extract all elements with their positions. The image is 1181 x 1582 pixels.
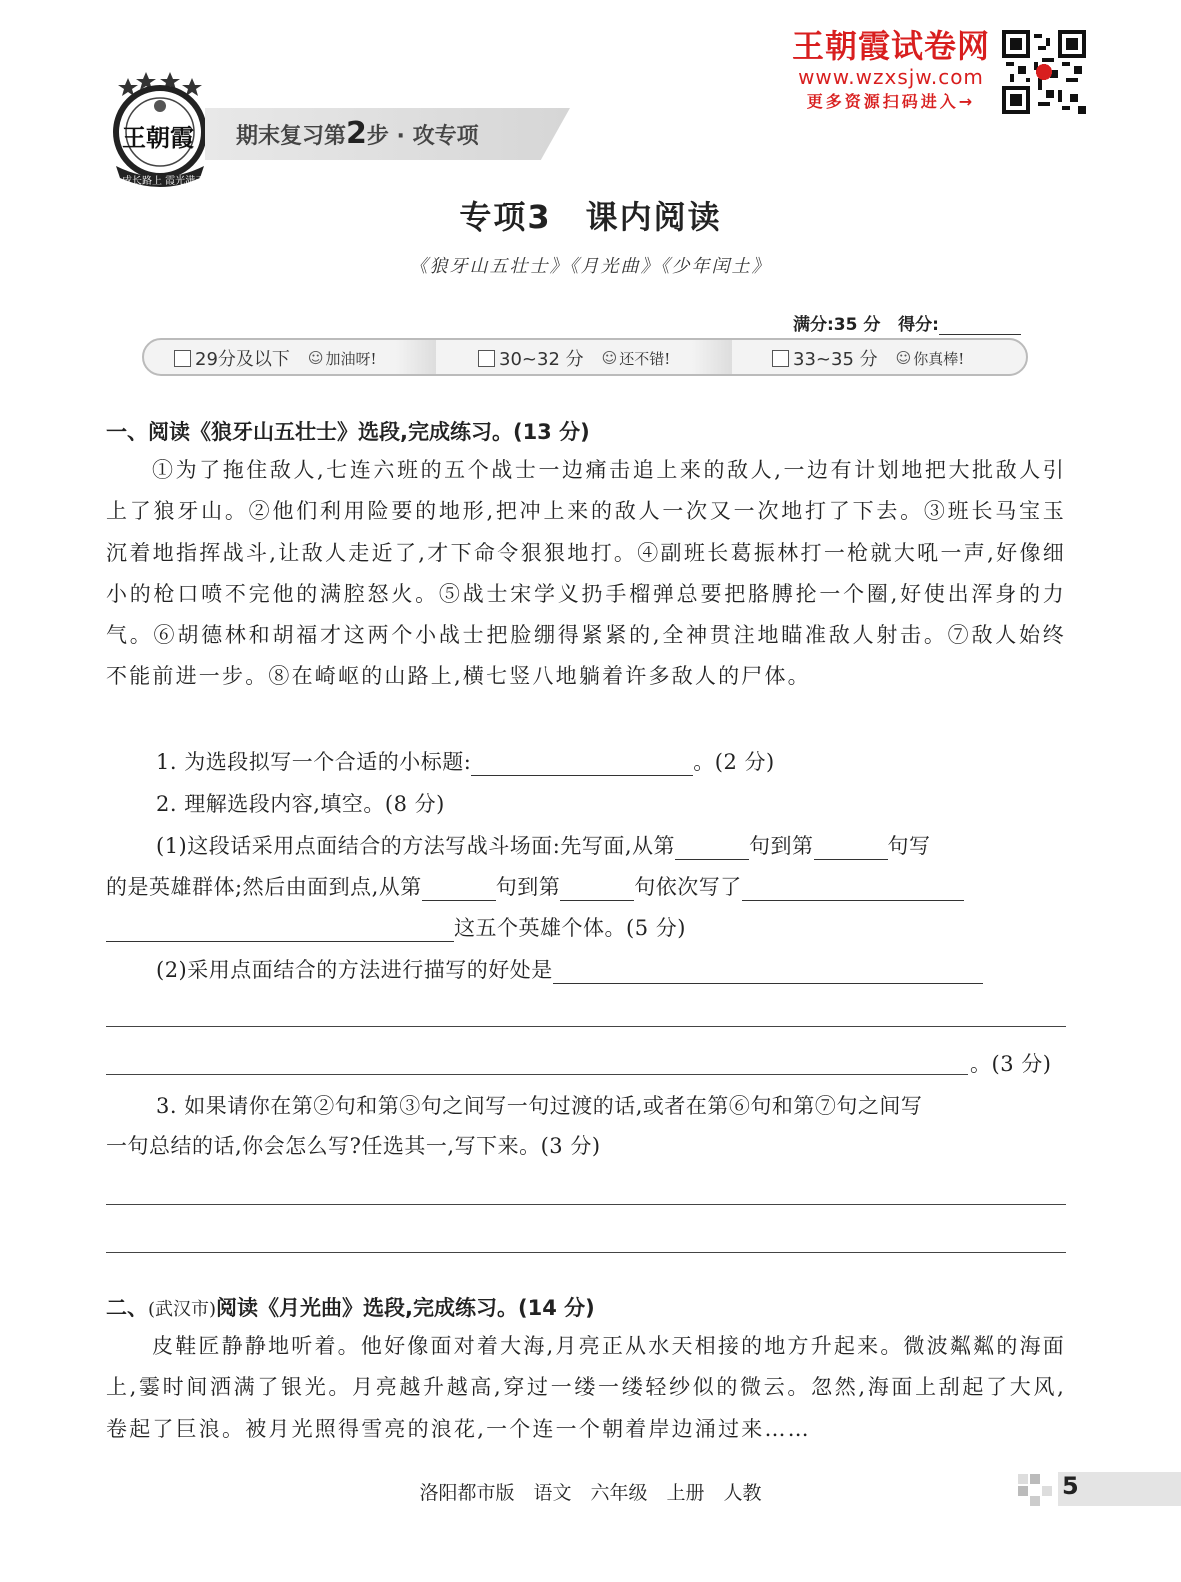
- checkbox[interactable]: [772, 350, 789, 367]
- section1-heading: 一、阅读《狼牙山五壮士》选段,完成练习。(13 分): [106, 420, 590, 444]
- footer-edition: 洛阳都市版 语文 六年级 上册 人教: [419, 1482, 762, 1504]
- page-number: 5: [1062, 1472, 1079, 1500]
- question-2-2-score: 。(3 分): [970, 1052, 1052, 1076]
- answer-blank[interactable]: [742, 878, 964, 901]
- brand-name: 王朝霞试卷网: [791, 27, 990, 65]
- logo-ribbon: 成长路上 霞光满天: [122, 176, 206, 187]
- subtitle: 《狼牙山五壮士》《月光曲》《少年闰土》: [409, 256, 772, 277]
- answer-blank[interactable]: [471, 753, 693, 776]
- question-2-1-line1: (1)这段话采用点面结合的方法写战斗场面:先写面,从第 句到第 句写: [156, 834, 931, 858]
- checkbox[interactable]: [478, 350, 495, 367]
- question-3-line2: 一句总结的话,你会怎么写?任选其一,写下来。(3 分): [106, 1134, 601, 1158]
- score-line: [793, 310, 1021, 335]
- qr-code-icon[interactable]: [1002, 30, 1086, 114]
- answer-line[interactable]: [106, 1204, 1066, 1205]
- decorative-squares: [1016, 1472, 1056, 1506]
- question-2-1-line2: 的是英雄群体;然后由面到点,从第 句到第 句依次写了: [106, 871, 964, 901]
- page-title: 专项3 课内阅读: [459, 198, 722, 236]
- section2-heading: 二、(武汉市)阅读《月光曲》选段,完成练习。(14 分): [106, 1296, 595, 1320]
- answer-blank[interactable]: [560, 878, 634, 901]
- brand-block: [786, 28, 996, 114]
- full-score: 满分:35 分: [793, 315, 881, 335]
- question-1: 1. 为选段拟写一个合适的小标题: 。(2 分): [156, 750, 775, 774]
- answer-blank[interactable]: [106, 919, 454, 942]
- answer-line[interactable]: [106, 1252, 1066, 1253]
- score-label: 得分:: [898, 315, 939, 335]
- section1-passage: ①为了拖住敌人,七连六班的五个战士一边痛击追上来的敌人,一边有计划地把大批敌人引上了狼牙山。②他们利用险要的地形,把冲上来的敌人一次又一次地打了下去。③班长马宝玉沉着地指挥战斗,让敌人走近了,才下命令狠狠地打。④副班长葛振林打一枪就大吼一声,好像细小的枪口喷不完他的满腔怒火。⑤战士宋学义扔手榴弹总要把胳膊抡一个圈,好使出浑身的力气。⑥胡德林和胡福才这两个小战士把脸绷得紧紧的,全神贯注地瞄准敌人射击。⑦敌人始终不能前进一步。⑧在崎岖的山路上,横七竖八地躺着许多敌人的尸体。: [106, 458, 1066, 689]
- rating-divider: [396, 340, 436, 374]
- rating-option-high[interactable]: 33~35 分 ☺ 你真棒!: [772, 345, 964, 371]
- answer-line[interactable]: [106, 1026, 1066, 1027]
- score-input[interactable]: [939, 316, 1021, 335]
- answer-line[interactable]: [106, 1074, 968, 1075]
- rating-option-mid[interactable]: 30~32 分 ☺ 还不错!: [478, 345, 670, 371]
- answer-blank[interactable]: [675, 837, 749, 860]
- question-2-1-line3: 这五个英雄个体。(5 分): [106, 912, 686, 942]
- rating-divider: [692, 340, 732, 374]
- region-tag: (武汉市): [148, 1299, 217, 1320]
- smiley-icon: ☺: [601, 349, 618, 367]
- question-2-2: (2)采用点面结合的方法进行描写的好处是: [156, 954, 983, 984]
- question-2: 2. 理解选段内容,填空。(8 分): [156, 792, 445, 816]
- smiley-icon: ☺: [307, 349, 324, 367]
- brand-cta: 更多资源扫码进入→: [806, 92, 976, 111]
- smiley-icon: ☺: [895, 349, 912, 367]
- section2-passage: 皮鞋匠静静地听着。他好像面对着大海,月亮正从水天相接的地方升起来。微波粼粼的海面上,霎时间洒满了银光。月亮越升越高,穿过一缕一缕轻纱似的微云。忽然,海面上刮起了大风,卷起了巨浪。被月光照得雪亮的浪花,一个连一个朝着岸边涌过来……: [106, 1334, 1066, 1441]
- question-3-line1: 3. 如果请你在第②句和第③句之间写一句过渡的话,或者在第⑥句和第⑦句之间写: [156, 1094, 923, 1118]
- answer-blank[interactable]: [553, 961, 983, 984]
- brand-url[interactable]: www.wzxsjw.com: [798, 65, 984, 89]
- step-label: 期末复习第2步 · 攻专项: [236, 116, 479, 151]
- checkbox[interactable]: [174, 350, 191, 367]
- rating-bar: [142, 338, 1028, 376]
- answer-blank[interactable]: [814, 837, 888, 860]
- answer-blank[interactable]: [422, 878, 496, 901]
- rating-option-low[interactable]: 29分及以下 ☺ 加油呀!: [174, 345, 377, 371]
- logo-text: 王朝霞: [122, 123, 194, 152]
